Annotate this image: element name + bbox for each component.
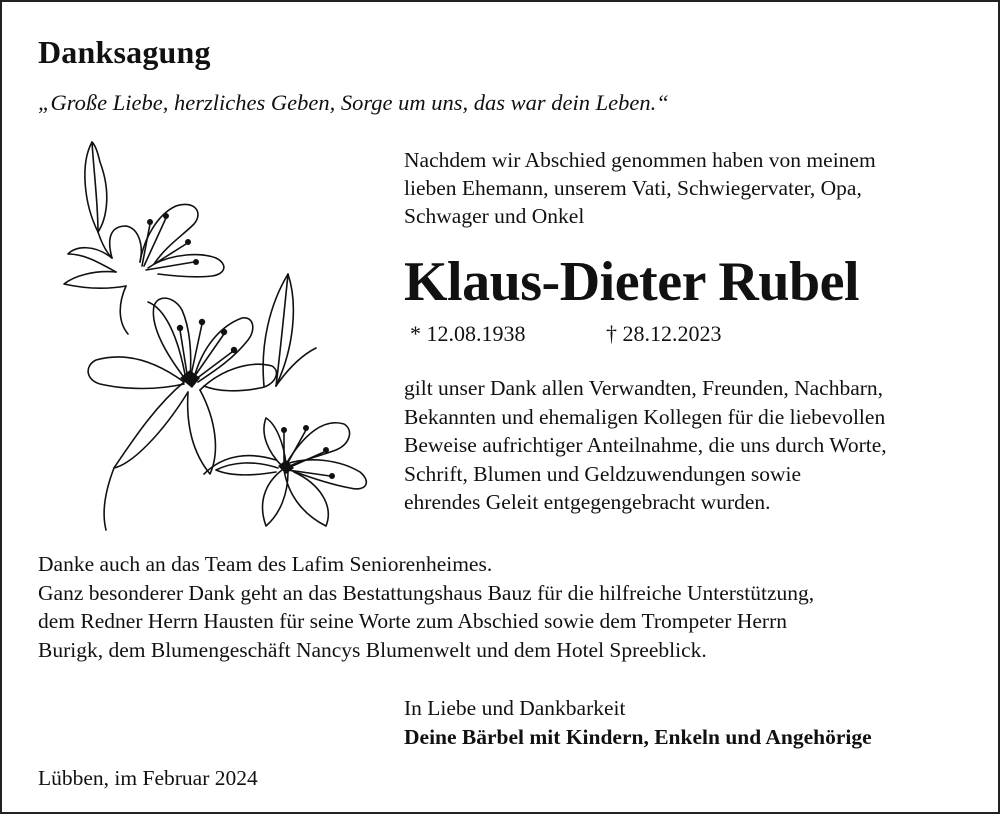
additional-thanks-line: dem Redner Herrn Hausten für seine Worte zum Abschied sowie dem Trompeter Herrn: [38, 609, 787, 633]
intro-text: [404, 146, 876, 230]
thanks-line: gilt unser Dank allen Verwandten, Freunden, Nachbarn,: [404, 376, 884, 400]
additional-thanks-line: Burigk, dem Blumengeschäft Nancys Blumenwelt und dem Hotel Spreeblick.: [38, 637, 707, 662]
thanks-line: Schrift, Blumen und Geldzuwendungen sowie: [404, 461, 802, 486]
page-title: Danksagung: [38, 34, 211, 70]
additional-thanks-line: Ganz besonderer Dank geht an das Bestattungshaus Bauz für die hilfreiche Unterstützung,: [38, 580, 815, 605]
signature: Deine Bärbel mit Kindern, Enkeln und Angehörige: [404, 725, 872, 749]
motto-quote: „Große Liebe, herzliches Geben, Sorge um uns, das war dein Leben.“: [38, 90, 669, 115]
thanks-text: [404, 374, 887, 517]
closing-line: In Liebe und Dankbarkeit: [404, 696, 626, 720]
thanks-line: Bekannten und ehemaligen Kollegen für die liebevollen: [404, 404, 886, 429]
intro-line: lieben Ehemann, unserem Vati, Schwiegervater, Opa,: [404, 176, 862, 200]
additional-thanks-line: Danke auch an das Team des Lafim Seniorenheimes.: [38, 552, 493, 576]
lily-flower-icon: [54, 134, 384, 536]
additional-thanks: [38, 550, 814, 664]
death-date: † 28.12.2023: [606, 321, 722, 346]
place-date: Lübben, im Februar 2024: [38, 766, 258, 790]
birth-date: * 12.08.1938: [410, 321, 526, 346]
thanks-line: ehrendes Geleit entgegengebracht wurden.: [404, 490, 771, 514]
closing-block: [404, 694, 872, 752]
intro-line: Nachdem wir Abschied genommen haben von meinem: [404, 148, 876, 172]
thanks-line: Beweise aufrichtiger Anteilnahme, die uns durch Worte,: [404, 433, 887, 457]
deceased-name: Klaus-Dieter Rubel: [404, 251, 860, 313]
intro-line: Schwager und Onkel: [404, 204, 585, 228]
